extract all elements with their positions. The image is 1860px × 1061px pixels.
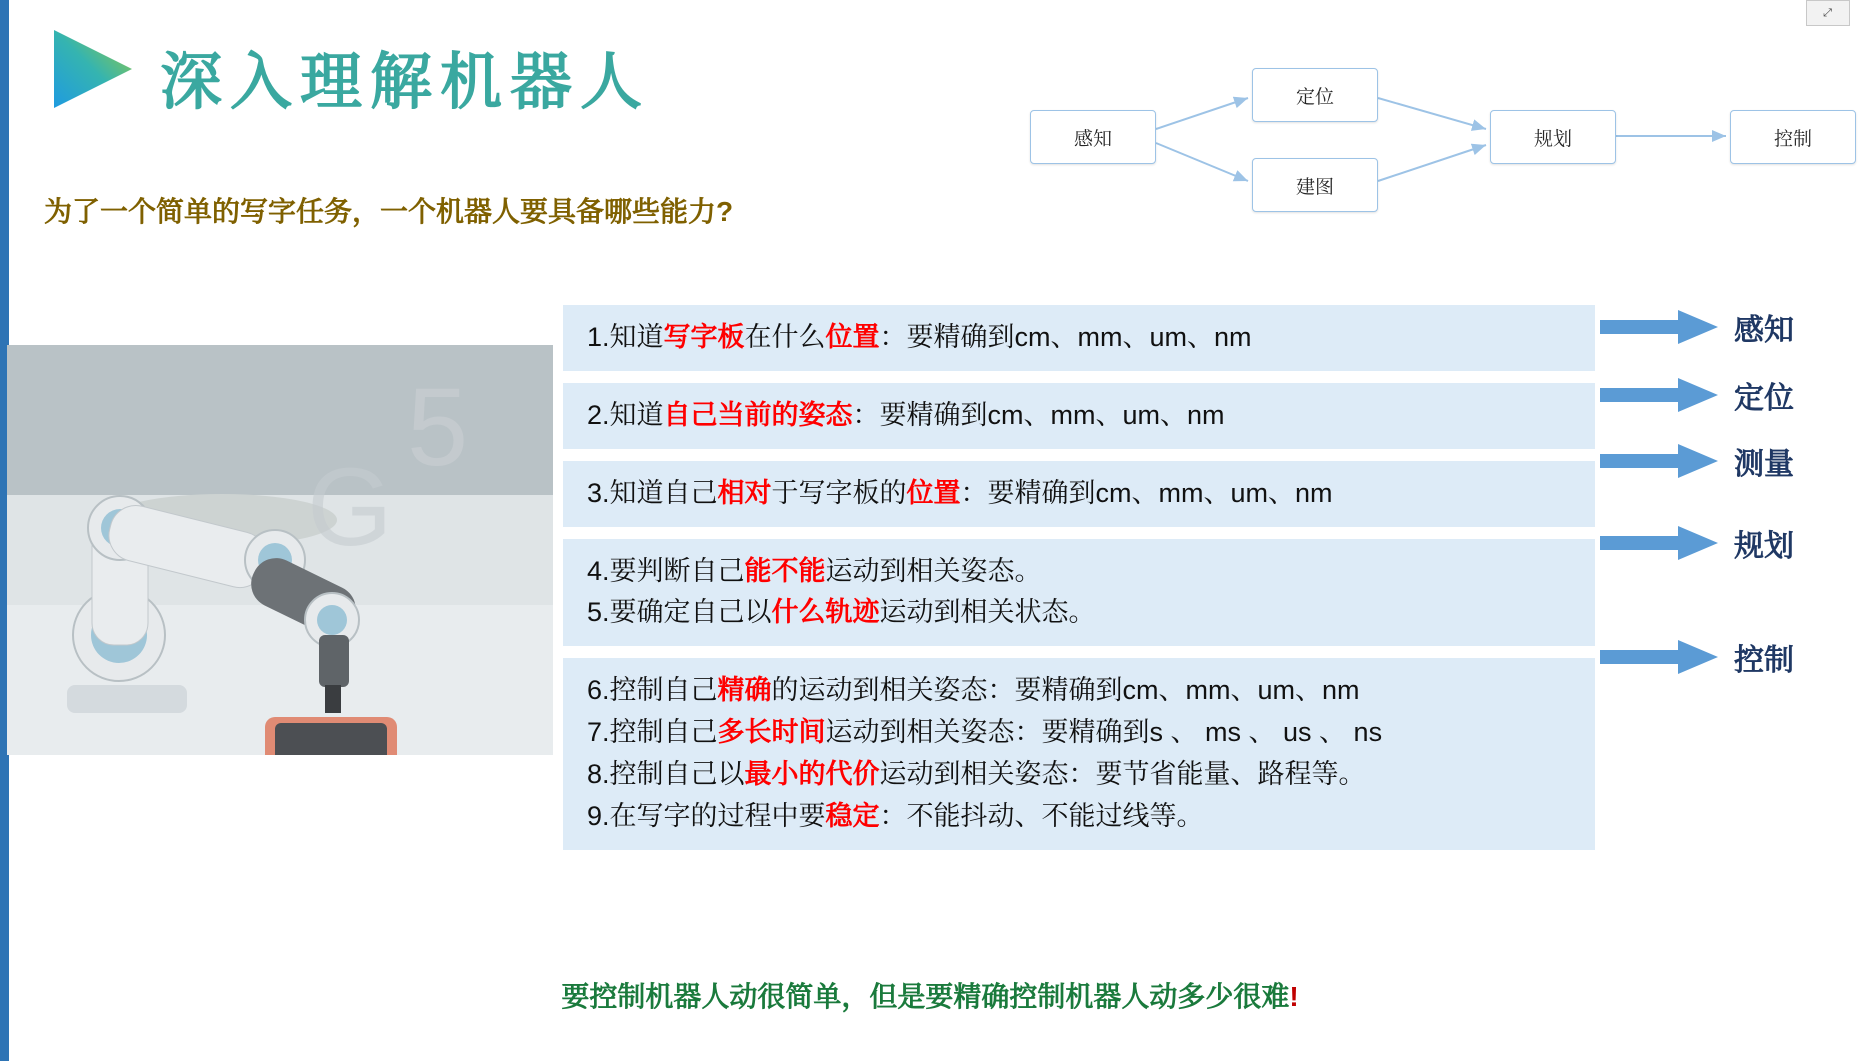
stage-arrow-label: 控制 — [1734, 644, 1794, 677]
highlight-text: 位置 — [825, 322, 880, 352]
capability-line — [587, 317, 1571, 359]
stage-arrow-item — [1600, 305, 1850, 349]
right-arrow-icon — [1600, 310, 1720, 344]
capability-row — [563, 658, 1595, 849]
body-text: 的运动到相关姿态：要精确到cm、mm、um、nm — [771, 675, 1360, 706]
stage-arrow-label: 测量 — [1734, 448, 1794, 481]
body-text: 1.知道 — [587, 322, 664, 352]
flow-node-mapping: 建图 — [1252, 158, 1378, 212]
capability-line — [587, 473, 1571, 515]
capability-line — [587, 592, 1571, 634]
body-text: 8.控制自己以 — [587, 758, 745, 789]
capability-line — [587, 670, 1571, 712]
body-text: 4.要判断自己 — [587, 555, 745, 586]
highlight-text: 精确 — [717, 675, 772, 706]
body-text: 7.控制自己 — [587, 717, 718, 748]
svg-text:5: 5 — [407, 366, 469, 489]
page-subtitle: 为了一个简单的写字任务，一个机器人要具备哪些能力? — [44, 196, 734, 227]
robot-arm-photo — [7, 345, 553, 755]
highlight-text: 多长时间 — [717, 717, 826, 748]
stage-arrow-label: 规划 — [1734, 530, 1794, 563]
body-text: 2.知道 — [587, 399, 664, 430]
highlight-text: 位置 — [906, 477, 961, 508]
stage-arrow-item — [1600, 521, 1850, 565]
highlight-text: 自己当前的姿态 — [663, 399, 853, 430]
capability-line — [587, 796, 1571, 838]
body-text: 运动到相关姿态：要节省能量、路程等。 — [879, 758, 1366, 789]
highlight-text: 能不能 — [744, 555, 826, 586]
right-arrow-icon — [1600, 444, 1720, 478]
capability-row — [563, 461, 1595, 527]
stage-arrow-label: 感知 — [1734, 314, 1794, 347]
right-arrow-icon — [1600, 526, 1720, 560]
footer-note — [0, 975, 1860, 1015]
body-text: 3.知道自己 — [587, 477, 718, 508]
capability-line — [587, 551, 1571, 593]
capability-line — [587, 395, 1571, 437]
capability-row — [563, 539, 1595, 647]
stage-arrow-item — [1600, 635, 1850, 679]
stage-arrow-item — [1600, 373, 1850, 417]
footer-text: 要控制机器人动很简单，但是要精确控制机器人动多少很难 — [561, 981, 1290, 1012]
body-text: 在什么 — [744, 322, 826, 352]
highlight-text: 相对 — [717, 477, 772, 508]
right-arrow-icon — [1600, 640, 1720, 674]
body-text: 9.在写字的过程中要 — [587, 800, 826, 831]
body-text: 于写字板的 — [771, 477, 907, 508]
capability-rows — [563, 305, 1595, 862]
capability-row — [563, 305, 1595, 371]
window-expand-button[interactable]: ⤢ — [1806, 0, 1850, 26]
body-text: ：要精确到cm、mm、um、nm — [960, 477, 1333, 508]
pipeline-flow-diagram — [1030, 55, 1830, 205]
body-text: 运动到相关状态。 — [879, 597, 1096, 628]
stage-arrow-item — [1600, 439, 1850, 483]
body-text: 运动到相关姿态。 — [825, 555, 1042, 586]
body-text: 5.要确定自己以 — [587, 597, 772, 628]
capability-line — [587, 712, 1571, 754]
body-text: 6.控制自己 — [587, 675, 718, 706]
capability-row — [563, 383, 1595, 449]
page-title: 深入理解机器人 — [160, 48, 651, 117]
body-text: ：要精确到cm、mm、um、nm — [852, 399, 1225, 430]
flow-node-planning: 规划 — [1490, 110, 1616, 164]
stage-arrow-label: 定位 — [1734, 382, 1794, 415]
flow-node-localization: 定位 — [1252, 68, 1378, 122]
right-arrow-icon — [1600, 378, 1720, 412]
highlight-text: 稳定 — [825, 800, 880, 831]
body-text: ：不能抖动、不能过线等。 — [879, 800, 1204, 831]
highlight-text: 写字板 — [663, 322, 745, 352]
highlight-text: 最小的代价 — [744, 758, 880, 789]
flow-node-control: 控制 — [1730, 110, 1856, 164]
body-text: ：要精确到cm、mm、um、nm — [879, 322, 1252, 352]
svg-text:G: G — [307, 446, 393, 569]
capability-line — [587, 754, 1571, 796]
highlight-text: 什么轨迹 — [771, 597, 880, 628]
play-triangle-logo-icon — [44, 22, 139, 117]
flow-node-perception: 感知 — [1030, 110, 1156, 164]
footer-mark: ! — [1289, 981, 1299, 1012]
body-text: 运动到相关姿态：要精确到s 、 ms 、 us 、 ns — [825, 717, 1383, 748]
